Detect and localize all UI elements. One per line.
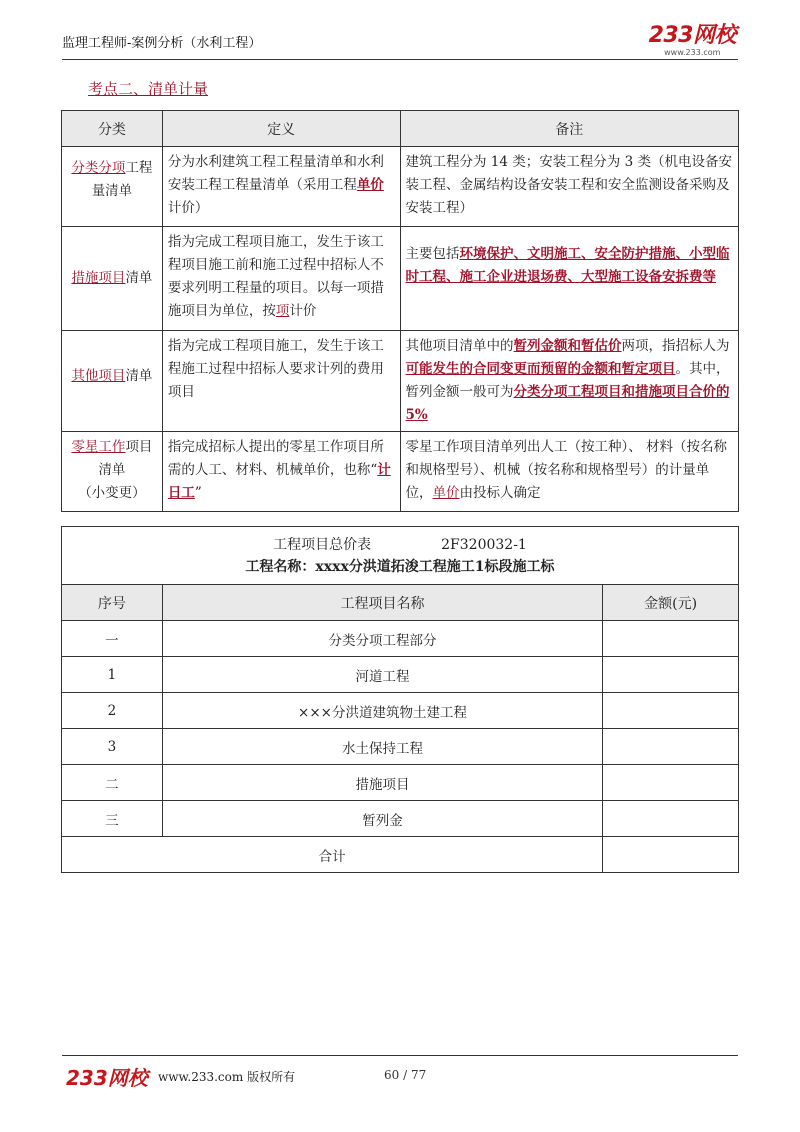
category-cell: 分类分项工程量清单 [62, 147, 163, 227]
row-amount [603, 801, 739, 837]
table-title-row [62, 527, 739, 585]
notes-cell: 零星工作项目清单列出人工（按工种）、 材料（按名称和规格型号）、机械（按名称和规格型号）的计量单位，单价由投标人确定 [400, 432, 738, 512]
category-cell: 零星工作项目清单 （小变更） [62, 432, 163, 512]
category-cell: 措施项目清单 [62, 227, 163, 331]
logo-url: www.233.com [664, 48, 721, 57]
brand-logo [649, 24, 736, 57]
table-row [62, 801, 739, 837]
document-title: 监理工程师-案例分析（水利工程） [62, 36, 262, 51]
total-label: 合计 [62, 837, 603, 873]
section-title: 考点二、清单计量 [88, 80, 209, 98]
definition-cell: 指完成招标人提出的零星工作项目所需的人工、材料、机械单价，也称“计日工” [162, 432, 400, 512]
row-amount [603, 657, 739, 693]
table-row [62, 621, 739, 657]
notes-cell: 其他项目清单中的暂列金额和暂估价两项，指招标人为可能发生的合同变更而预留的金额和暂定项目。其中，暂列金额一般可为分类分项工程项目和措施项目合价的5% [400, 331, 738, 432]
footer-copyright: www.233.com 版权所有 [158, 1070, 296, 1084]
row-amount [603, 729, 739, 765]
footer-rule [62, 1055, 738, 1057]
page-header [62, 24, 738, 60]
table-header-row [62, 111, 739, 147]
notes-cell: 建筑工程分为 14 类；安装工程分为 3 类（机电设备安装工程、金属结构设备安装工程和安全监测设备采购及安装工程） [400, 147, 738, 227]
row-project-name: 分类分项工程部分 [162, 621, 602, 657]
row-number: 二 [62, 765, 163, 801]
definition-cell: 指为完成工程项目施工，发生于该工程施工过程中招标人要求计列的费用项目 [162, 331, 400, 432]
table-row [62, 729, 739, 765]
row-number: 一 [62, 621, 163, 657]
row-number: 1 [62, 657, 163, 693]
project-total-price-table [61, 526, 739, 873]
row-project-name: 暂列金 [162, 801, 602, 837]
column-header-amount: 金额(元) [603, 585, 739, 621]
category-cell: 其他项目清单 [62, 331, 163, 432]
table-title [62, 527, 739, 585]
table-row [62, 693, 739, 729]
row-project-name: 措施项目 [162, 765, 602, 801]
row-project-name: 水土保持工程 [162, 729, 602, 765]
total-row [62, 837, 739, 873]
row-amount [603, 621, 739, 657]
table-header-row [62, 585, 739, 621]
row-number: 三 [62, 801, 163, 837]
table-row [62, 765, 739, 801]
logo-wordmark: 233网校 [648, 23, 736, 48]
row-amount [603, 765, 739, 801]
column-header-notes: 备注 [400, 111, 738, 147]
table-title-line1: 工程项目总价表 2F320032-1 [273, 536, 527, 553]
row-amount [603, 693, 739, 729]
table-row [62, 432, 739, 512]
footer-logo: 233网校 [66, 1066, 148, 1090]
table-row [62, 147, 739, 227]
total-amount [603, 837, 739, 873]
definition-cell: 指为完成工程项目施工，发生于该工程项目施工前和施工过程中招标人不要求列明工程量的项目。以每一项措施项目为单位，按项计价 [162, 227, 400, 331]
page-number: 60 / 77 [384, 1068, 427, 1082]
table-row [62, 227, 739, 331]
row-project-name: ×××分洪道建筑物土建工程 [162, 693, 602, 729]
row-number: 3 [62, 729, 163, 765]
column-header-number: 序号 [62, 585, 163, 621]
notes-cell: 主要包括环境保护、文明施工、安全防护措施、小型临时工程、施工企业进退场费、大型施工设备安拆费等 [400, 227, 738, 331]
definition-cell: 分为水利建筑工程工程量清单和水利安装工程工程量清单（采用工程单价计价） [162, 147, 400, 227]
project-name: 工程名称：xxxx分洪道拓浚工程施工1标段施工标 [245, 558, 555, 575]
row-project-name: 河道工程 [162, 657, 602, 693]
table-row [62, 657, 739, 693]
table-row [62, 331, 739, 432]
column-header-category: 分类 [62, 111, 163, 147]
column-header-project-name: 工程项目名称 [162, 585, 602, 621]
list-measurement-table [61, 110, 739, 512]
row-number: 2 [62, 693, 163, 729]
column-header-definition: 定义 [162, 111, 400, 147]
